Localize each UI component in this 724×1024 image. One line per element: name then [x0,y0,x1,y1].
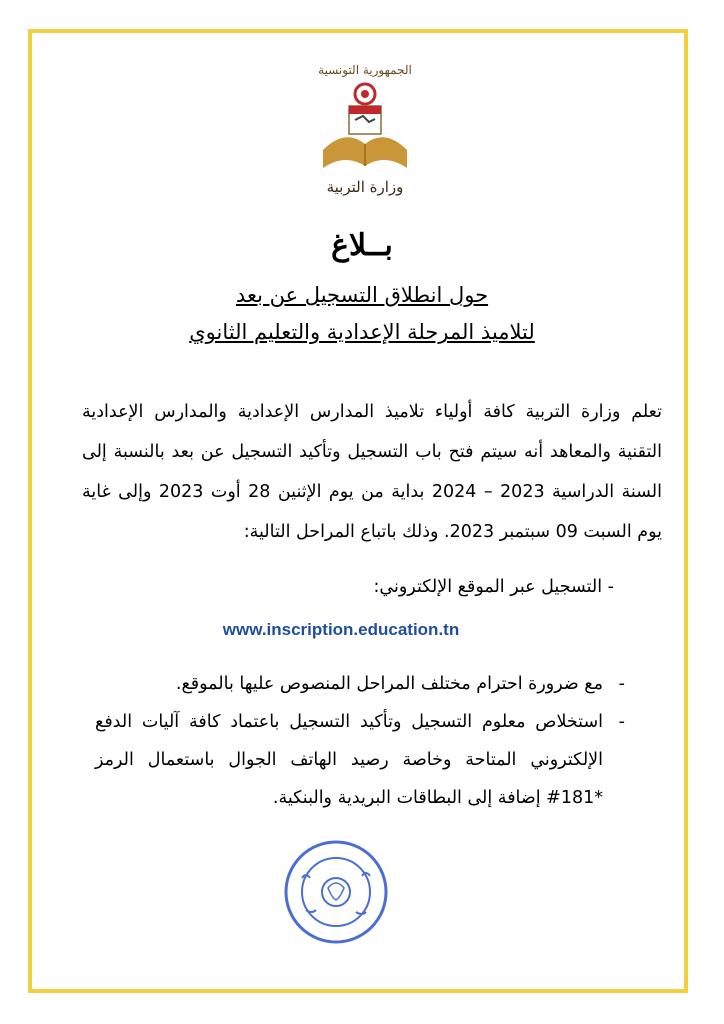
ministry-logo [315,58,415,198]
item-text: استخلاص معلوم التسجيل وتأكيد التسجيل باعتماد كافة آليات الدفع الإلكتروني المتاحة وخاصة رصيد الهاتف الجوال باستعمال الرمز *181# إضافة إلى البطاقات البريدية والبنكية. [95,712,603,808]
subtitle-line-2: لتلاميذ المرحلة الإعدادية والتعليم الثانوي [189,320,535,344]
steps-list [95,665,625,817]
item-text: مع ضرورة احترام مختلف المراحل المنصوص عليها بالموقع. [175,674,603,694]
announcement-text: تعلم وزارة التربية كافة أولياء تلاميذ المدارس الإعدادية والمدارس الإعدادية التقنية والمعاهد أنه سيتم فتح باب التسجيل وتأكيد التسجيل عن بعد بالنسبة إلى السنة الدراسية 2023 – 2024 بداية من يوم الإثنين 28 أوت 2023 وإلى غاية يوم السبت 09 سبتمبر 2023. وذلك باتباع المراحل التالية: [82,402,662,542]
step-dash: - [607,577,614,597]
list-item [95,703,625,817]
official-stamp [282,838,390,946]
item-dash: - [618,712,625,732]
notice-title: بــلاغ [331,228,393,263]
subtitle-line-1: حول انطلاق التسجيل عن بعد [235,283,489,307]
republic-label: الجمهورية التونسية [318,63,412,77]
list-item [95,665,625,703]
step-online-label: التسجيل عبر الموقع الإلكتروني: [373,577,603,597]
announcement-paragraph [82,392,662,552]
step-online-registration [374,577,615,597]
ministry-label: وزارة التربية [326,178,404,196]
registration-link[interactable]: www.inscription.education.tn [222,620,460,639]
item-dash: - [618,674,625,694]
